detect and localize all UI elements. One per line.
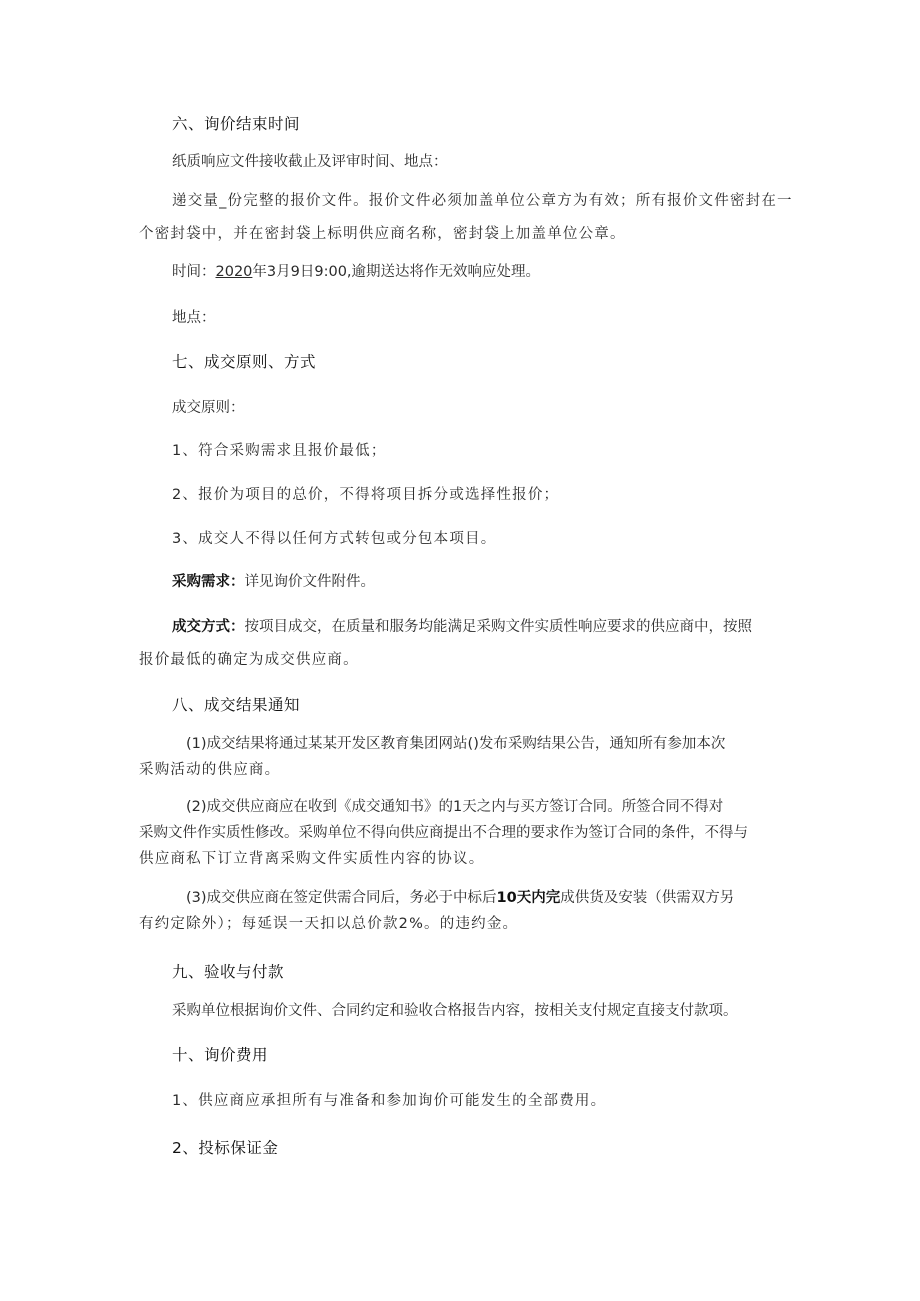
- s6-time-line: [172, 262, 540, 282]
- time-rest: 年3月9日9:00,逾期送达将作无效响应处理。: [252, 264, 541, 280]
- method-line-b: 报价最低的确定为成交供应商。: [139, 652, 359, 668]
- notice-2a: (2)成交供应商应在收到《成交通知书》的1天之内与买方签订合同。所签合同不得对: [186, 799, 724, 815]
- demand-text: 详见询价文件附件。: [244, 574, 375, 590]
- method-text-a: 按项目成交，在质量和服务均能满足采购文件实质性响应要求的供应商中，按照: [244, 619, 752, 635]
- section-6-heading: 六、询价结束时间: [172, 115, 301, 133]
- s6-line2b: 个密封袋中，并在密封袋上标明供应商名称，密封袋上加盖单位公章。: [139, 226, 626, 242]
- time-label: 时间：: [172, 264, 216, 280]
- notice-3a-post: 成供货及安装（供需双方另: [560, 890, 735, 906]
- notice-3a-pre: (3)成交供应商在签定供需合同后，务必于中标后: [186, 890, 497, 906]
- notice-2c: 供应商私下订立背离采购文件实质性内容的协议。: [139, 851, 485, 867]
- notice-3a-bold: 10天内完: [496, 890, 561, 906]
- principle-2: 2、报价为项目的总价，不得将项目拆分或选择性报价；: [172, 487, 560, 503]
- s6-place: 地点：: [172, 310, 216, 326]
- principle-3: 3、成交人不得以任何方式转包或分包本项目。: [172, 531, 497, 547]
- s9-text: 采购单位根据询价文件、合同约定和验收合格报告内容，按相关支付规定直接支付款项。: [172, 1003, 738, 1019]
- method-label: 成交方式：: [172, 619, 245, 635]
- notice-3b: 有约定除外）；每延误一天扣以总价款2%。的违约金。: [139, 916, 519, 932]
- s6-line2a: 递交量_份完整的报价文件。报价文件必须加盖单位公章方为有效；所有报价文件密封在一: [172, 193, 793, 209]
- notice-1a: (1)成交结果将通过某某开发区教育集团网站()发布采购结果公告，通知所有参加本次: [186, 736, 726, 752]
- principle-1: 1、符合采购需求且报价最低；: [172, 443, 387, 459]
- principle-label: 成交原则：: [172, 400, 245, 416]
- section-9-heading: 九、验收与付款: [172, 963, 285, 981]
- section-7-heading: 七、成交原则、方式: [172, 353, 317, 371]
- cost-2: 2、投标保证金: [172, 1139, 279, 1157]
- method-line-a: [172, 617, 752, 637]
- demand-line: [172, 572, 375, 592]
- cost-1: 1、供应商应承担所有与准备和参加询价可能发生的全部费用。: [172, 1093, 607, 1109]
- section-10-heading: 十、询价费用: [172, 1046, 269, 1064]
- time-year: 2020: [215, 264, 253, 280]
- s6-line1: 纸质响应文件接收截止及评审时间、地点：: [172, 154, 448, 170]
- notice-1b: 采购活动的供应商。: [139, 762, 281, 778]
- notice-2b: 采购文件作实质性修改。采购单位不得向供应商提出不合理的要求作为签订合同的条件，不得与: [139, 825, 748, 841]
- demand-label: 采购需求：: [172, 574, 245, 590]
- notice-3a: [186, 888, 734, 908]
- section-8-heading: 八、成交结果通知: [172, 696, 301, 714]
